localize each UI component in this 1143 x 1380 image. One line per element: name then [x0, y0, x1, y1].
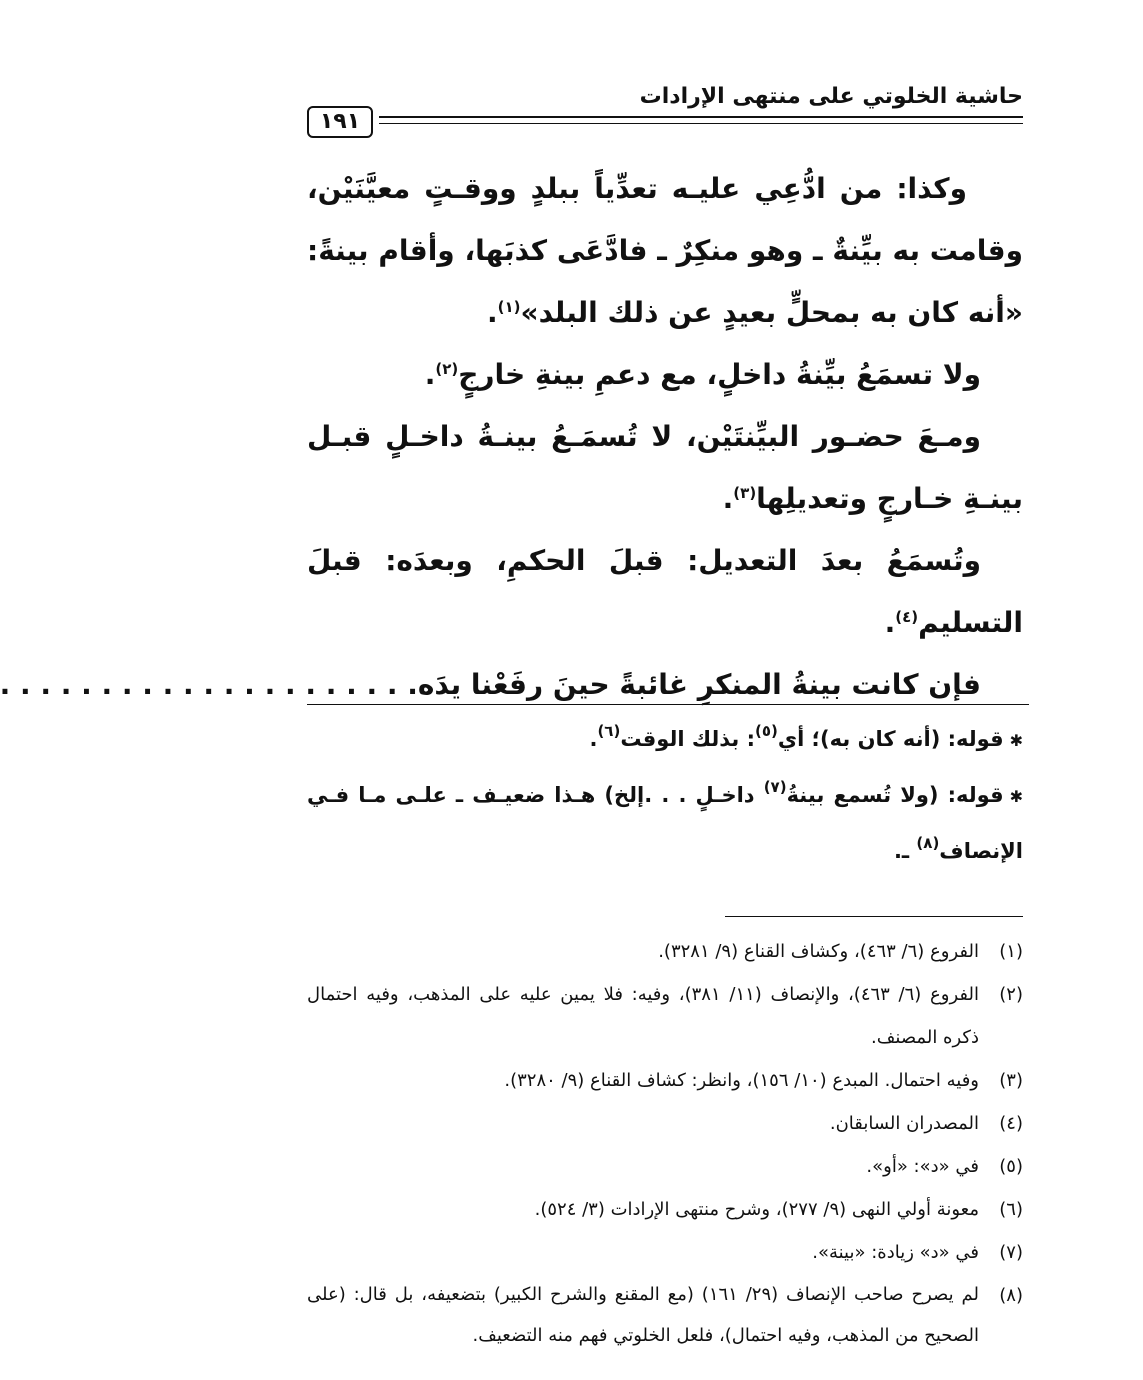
footnote-7 — [307, 1231, 1023, 1274]
footnote-ref-4[interactable]: (٤) — [895, 608, 919, 626]
asterisk-icon: ✱ — [1009, 787, 1023, 806]
commentary-note-2 — [307, 768, 1023, 878]
main-paragraph-text: فإن كانت بينةُ المنكرِ غائبةً حينَ رفَعْنا يدَه — [417, 668, 981, 701]
main-paragraph-4 — [307, 530, 1023, 654]
commentary-text: قوله: (أنه كان به)؛ أي — [777, 727, 1004, 751]
commentary-text: : بذلك الوقت — [620, 727, 756, 751]
footnote-text: الفروع (٦/ ٤٦٣)، وكشاف القناع (٩/ ٣٢٨١). — [658, 941, 979, 962]
footnote-number: (٦) — [999, 1199, 1023, 1220]
footnote-number: (٧) — [999, 1242, 1023, 1263]
footnote-number: (٣) — [999, 1070, 1023, 1091]
footnote-ref-7[interactable]: (٧) — [763, 778, 787, 796]
footnote-ref-5[interactable]: (٥) — [755, 722, 778, 740]
footnote-ref-3[interactable]: (٣) — [733, 484, 757, 502]
main-paragraph-5 — [0, 654, 1023, 716]
footnote-number: (١) — [999, 941, 1023, 962]
main-paragraph-text: ومـعَ حضـور البيِّنتَيْن، لا تُسمَـعُ بينـةُ داخـلٍ قبـل بينـةِ خـارجٍ وتعديلِها — [307, 420, 1023, 515]
footnote-ref-6[interactable]: (٦) — [597, 722, 621, 740]
footnote-text: وفيه احتمال. المبدع (١٠/ ١٥٦)، وانظر: كشاف القناع (٩/ ٣٢٨٠). — [504, 1070, 979, 1091]
footnote-text: المصدران السابقان. — [829, 1113, 979, 1134]
paragraph-end: ـ. — [893, 839, 917, 863]
header-rule — [379, 116, 1023, 124]
book-page — [0, 72, 1023, 1346]
main-text — [0, 158, 1023, 716]
commentary-text: داخـلٍ . . .إلخ) هـذا ضعيـف ـ علـى مـا فـي الإنصاف — [307, 783, 1023, 863]
footnote-number: (٨) — [999, 1285, 1023, 1306]
footnotes-separator — [725, 916, 1023, 917]
footnote-4 — [307, 1102, 1023, 1145]
paragraph-end: . — [486, 296, 498, 329]
footnote-6 — [307, 1188, 1023, 1231]
footnote-ref-1[interactable]: (١) — [497, 298, 521, 316]
footnote-ref-8[interactable]: (٨) — [916, 834, 940, 852]
footnote-8 — [307, 1274, 1023, 1356]
footnote-text: في «د»: «أو». — [866, 1156, 979, 1177]
paragraph-end: . — [589, 727, 598, 751]
footnote-text: لم يصرح صاحب الإنصاف (٢٩/ ١٦١) (مع المقنع والشرح الكبير) بتضعيفه، بل قال: (على الصحيح من المذهب، وفيه احتمال)، فلعل الخلوتي فهم منه التضعيف. — [307, 1284, 979, 1346]
continuation-dots: . . . . . . . . . . . . . . . . . . . . . — [0, 668, 418, 701]
paragraph-end: . — [722, 482, 734, 515]
asterisk-icon: ✱ — [1009, 731, 1023, 750]
main-paragraph-text: وكذا: من ادُّعِي عليـه تعدِّياً ببلدٍ ووقـتٍ معيَّنَيْن، وقامت به بيِّنةٌ ـ وهو منكِرٌ ـ فادَّعَى كذبَها، وأقام بينةً: «أنه كان به بمحلٍّ بعيدٍ عن ذلك البلد» — [307, 172, 1023, 329]
commentary-text: قوله: (ولا تُسمع بينةُ — [786, 783, 1004, 807]
footnote-number: (٥) — [999, 1156, 1023, 1177]
footnotes — [307, 930, 1023, 1356]
footnote-number: (٤) — [999, 1113, 1023, 1134]
footnote-ref-2[interactable]: (٢) — [435, 360, 459, 378]
footnote-1 — [307, 930, 1023, 973]
paragraph-end: . — [884, 606, 896, 639]
footnote-text: معونة أولي النهى (٩/ ٢٧٧)، وشرح منتهى الإرادات (٣/ ٥٢٤). — [534, 1199, 979, 1220]
main-paragraph-text: وتُسمَعُ بعدَ التعديل: قبلَ الحكمِ، وبعدَه: قبلَ التسليم — [307, 544, 1023, 639]
running-title: حاشية الخلوتي على منتهى الإرادات — [639, 84, 1023, 109]
paragraph-end: . — [424, 358, 436, 391]
commentary — [307, 712, 1023, 878]
page-number: ١٩١ — [307, 106, 373, 138]
main-paragraph-1 — [307, 158, 1023, 344]
commentary-note-1 — [307, 712, 1023, 768]
footnote-3 — [307, 1059, 1023, 1102]
main-paragraph-text: ولا تسمَعُ بيِّنةُ داخلٍ، مع دعمِ بينةِ خارجٍ — [458, 358, 981, 391]
footnote-text: الفروع (٦/ ٤٦٣)، والإنصاف (١١/ ٣٨١)، وفيه: فلا يمين عليه على المذهب، وفيه احتمال ذكره المصنف. — [307, 984, 979, 1048]
main-paragraph-3 — [307, 406, 1023, 530]
main-paragraph-2 — [307, 344, 1023, 406]
footnote-5 — [307, 1145, 1023, 1188]
footnote-number: (٢) — [999, 984, 1023, 1005]
footnote-2 — [307, 973, 1023, 1059]
commentary-separator — [307, 704, 1029, 705]
footnote-text: في «د» زيادة: «بينة». — [812, 1242, 979, 1263]
